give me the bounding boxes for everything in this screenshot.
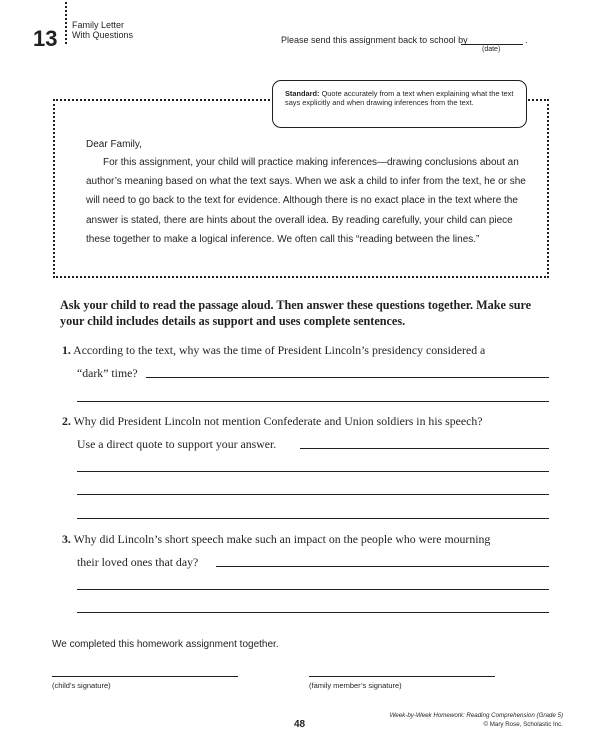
question-1-line2: “dark” time? [77, 366, 138, 380]
lesson-title-line2: With Questions [72, 30, 134, 40]
lesson-title [72, 20, 133, 40]
answer-line[interactable] [77, 612, 549, 613]
standard-callout [272, 80, 527, 128]
family-signature-line[interactable] [309, 676, 495, 677]
question-2-line2: Use a direct quote to support your answer. [77, 437, 277, 451]
question-3-number: 3. [62, 532, 71, 546]
question-2-line1 [62, 414, 482, 429]
completed-statement: We completed this homework assignment together. [52, 639, 279, 650]
send-back-period: . [525, 35, 528, 45]
lesson-title-line1: Family Letter [72, 20, 125, 30]
answer-line[interactable] [300, 448, 549, 449]
instructions: Ask your child to read the passage aloud. Then answer these questions together. Make sure your child includes details as support and uses complete sentences. [60, 298, 532, 328]
child-signature-label: (child’s signature) [52, 681, 111, 690]
send-back-text: Please send this assignment back to school by [281, 35, 468, 45]
answer-line[interactable] [77, 589, 549, 590]
answer-line[interactable] [77, 518, 549, 519]
date-field[interactable] [461, 44, 523, 45]
credit-copyright: © Mary Rose, Scholastic Inc. [483, 720, 563, 728]
header-divider [65, 2, 67, 44]
standard-text: Quote accurately from a text when explaining what the text says explicitly and when drawing inferences from the text. [285, 89, 514, 108]
question-1-number: 1. [62, 343, 71, 357]
question-3-line1 [62, 532, 490, 547]
lesson-number: 13 [33, 26, 58, 51]
letter-paragraph: For this assignment, your child will practice making inferences—drawing conclusions about an author’s meaning based on what the text says. When we ask a child to infer from the text, he or she will need to go back to the text for evidence. Although there is no exact place in the text where the answer is stated, there are hints about the overall idea. By reading carefully, your child can piece these together to make a logical inference. We often call this “reading between the lines.” [86, 157, 526, 245]
question-1-line1 [62, 343, 485, 358]
letter-greeting: Dear Family, [86, 139, 142, 150]
answer-line[interactable] [77, 401, 549, 402]
letter-body [86, 153, 526, 249]
standard-label: Standard: [285, 89, 320, 98]
letter-box-left-border [53, 99, 55, 278]
answer-line[interactable] [77, 471, 549, 472]
date-label: (date) [482, 46, 501, 53]
question-2-text: Why did President Lincoln not mention Confederate and Union soldiers in his speech? [73, 414, 483, 428]
family-signature-label: (family member’s signature) [309, 681, 402, 690]
credit-book-title: Week-by-Week Homework: Reading Comprehension (Grade 5) [389, 712, 563, 719]
question-3-text: Why did Lincoln’s short speech make such an impact on the people who were mourning [73, 532, 491, 546]
credit-line [381, 712, 563, 729]
question-2-number: 2. [62, 414, 71, 428]
answer-line[interactable] [77, 494, 549, 495]
answer-line[interactable] [146, 377, 549, 378]
letter-box-right-border [547, 99, 549, 278]
page-number: 48 [294, 719, 306, 730]
question-3-line2: their loved ones that day? [77, 555, 199, 569]
question-1-text: According to the text, why was the time of President Lincoln’s presidency considered a [73, 343, 486, 357]
answer-line[interactable] [216, 566, 549, 567]
child-signature-line[interactable] [52, 676, 238, 677]
